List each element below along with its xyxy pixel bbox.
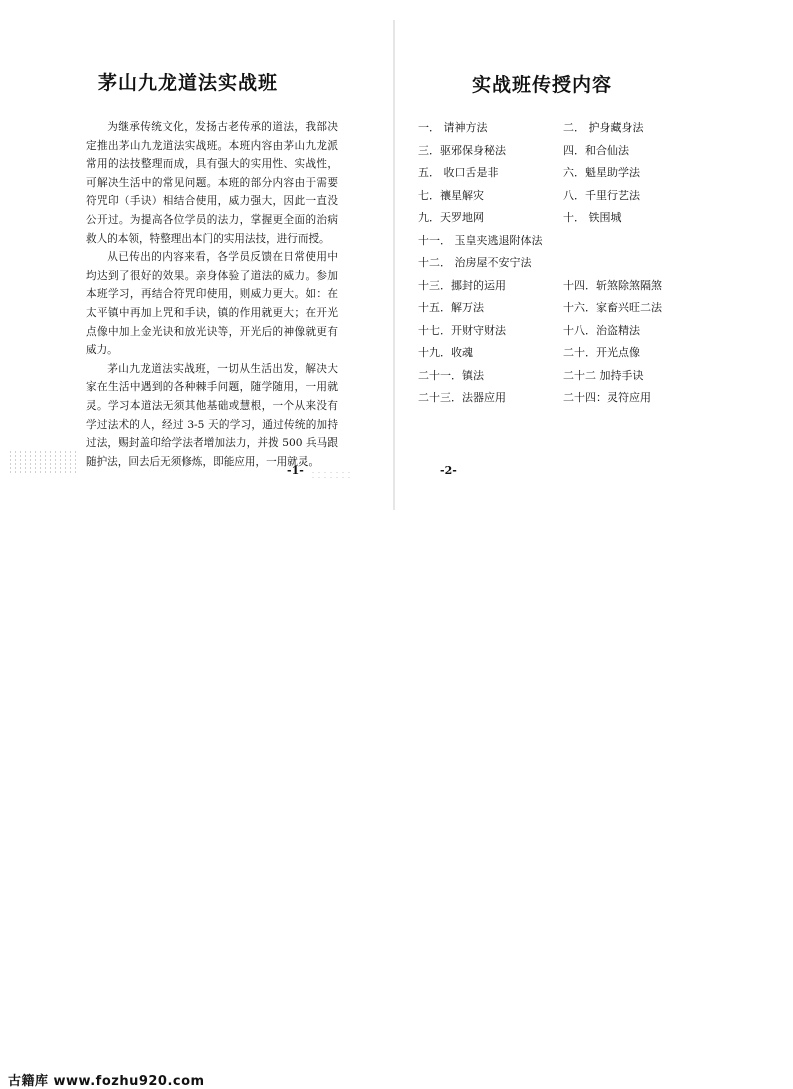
- toc-item: 十三．挪封的运用: [418, 278, 506, 292]
- toc-item: 二十二 加持手诀: [563, 368, 644, 382]
- right-page-title: 实战班传授内容: [472, 74, 613, 96]
- toc-item: 十五．解万法: [418, 301, 484, 314]
- toc-item: 四．和合仙法: [563, 143, 629, 157]
- toc-item: 九．天罗地网: [418, 211, 484, 224]
- toc-row: [418, 162, 698, 185]
- toc-row: [418, 185, 698, 208]
- site-watermark: 古籍库 www.fozhu920.com: [8, 1074, 205, 1089]
- table-of-contents: [418, 117, 698, 410]
- page-number: -2-: [440, 464, 457, 477]
- toc-item: 五． 收口舌是非: [418, 166, 499, 179]
- toc-item: 六．魁星助学法: [563, 166, 640, 179]
- paragraph: 茅山九龙道法实战班，一切从生活出发，解决大家在生活中遇到的各种棘手问题，随学随用，一用就灵。学习本道法无须其他基础或慧根，一个从来没有学过法术的人，经过 3-5 天的学习，通过传统的加持过法，赐封盖印给学法者增加法力，并拨 500 兵马跟随护法，回去后无须修炼，即能应用，一用就灵。: [86, 362, 338, 468]
- left-page-body: [86, 118, 338, 471]
- paragraph: 从已传出的内容来看，各学员反馈在日常使用中均达到了很好的效果。亲身体验了道法的威力。参加本班学习，再结合符咒印使用，则威力更大。如：在太平镇中再加上咒和手诀，镇的作用就更大；在开光点像中加上金光诀和放光诀等，开光后的神像就更有威力。: [86, 251, 338, 357]
- toc-item: 十四．斩煞除煞隔煞: [563, 278, 662, 292]
- toc-row: [418, 365, 698, 388]
- toc-row: [418, 320, 698, 343]
- footer-bar: [0, 532, 793, 1089]
- toc-item: 一． 请神方法: [418, 121, 488, 134]
- toc-row: [418, 275, 698, 298]
- toc-item: 十七．开财守财法: [418, 323, 506, 337]
- left-page-title: 茅山九龙道法实战班: [98, 72, 279, 94]
- toc-row: [418, 342, 698, 365]
- toc-item: 十八．治盗精法: [563, 323, 640, 337]
- page-number: -1-: [287, 464, 304, 477]
- toc-item: 二十一．镇法: [418, 368, 484, 382]
- toc-item: 十六．家畜兴旺二法: [563, 301, 662, 314]
- toc-row: [418, 387, 698, 410]
- toc-item: 十． 铁围城: [563, 211, 622, 224]
- scan-speckle: [8, 450, 78, 474]
- toc-item: 二十三．法器应用: [418, 391, 506, 404]
- toc-item: 八．千里行艺法: [563, 188, 640, 202]
- toc-row: [418, 297, 698, 320]
- toc-item: 十九．收魂: [418, 346, 473, 359]
- toc-item: 七．禳星解灾: [418, 188, 484, 202]
- toc-item: 三．驱邪保身秘法: [418, 143, 506, 157]
- toc-item: 十一． 玉皇夹逃退附体法: [418, 233, 543, 247]
- toc-row: [418, 140, 698, 163]
- toc-row: [418, 117, 698, 140]
- toc-item: 二十四：灵符应用: [563, 391, 651, 404]
- toc-item: 二十．开光点像: [563, 346, 640, 359]
- toc-item: 二． 护身藏身法: [563, 121, 644, 134]
- toc-row: [418, 207, 698, 230]
- right-page: [398, 0, 793, 530]
- toc-row: [418, 230, 698, 253]
- scan-speckle: [310, 470, 350, 480]
- left-page: [0, 0, 390, 530]
- book-gutter: [393, 20, 395, 510]
- toc-row: [418, 252, 698, 275]
- toc-item: 十二． 治房屋不安宁法: [418, 256, 532, 269]
- paragraph: 为继承传统文化，发扬古老传承的道法，我部决定推出茅山九龙道法实战班。本班内容由茅山九龙派常用的法技整理而成，具有强大的实用性、实战性，可解决生活中的常见问题。本班的部分内容由于需要符咒印（手诀）相结合使用，威力强大，因此一直没公开过。为提高各位学员的法力，掌握更全面的治病救人的本领，特整理出本门的实用法技，进行而授。: [86, 121, 338, 245]
